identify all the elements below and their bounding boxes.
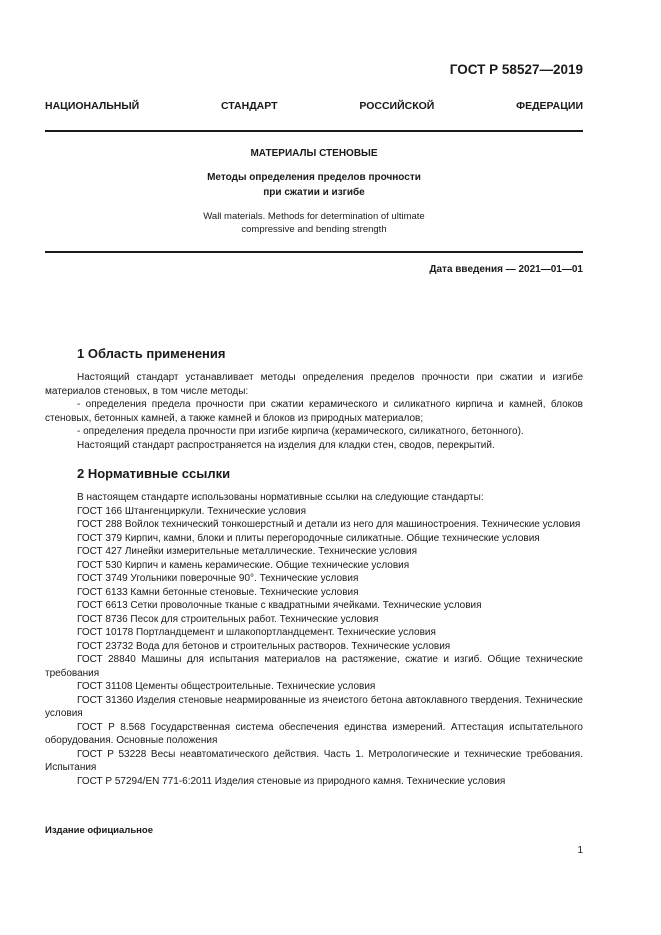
- section-2-body: [45, 491, 583, 788]
- document-title: МАТЕРИАЛЫ СТЕНОВЫЕ: [250, 148, 378, 159]
- reference-item: ГОСТ 10178 Портландцемент и шлакопортландцемент. Технические условия: [77, 627, 436, 638]
- banner-word: НАЦИОНАЛЬНЫЙ: [45, 100, 140, 112]
- banner-word: ФЕДЕРАЦИИ: [516, 100, 583, 112]
- reference-item: ГОСТ Р 8.568 Государственная система обеспечения единства измерений. Аттестация испытательного оборудования. Основные положения: [45, 721, 583, 746]
- reference-item: ГОСТ 6133 Камни бетонные стеновые. Технические условия: [77, 586, 359, 598]
- section-2-heading: 2 Нормативные ссылки: [77, 466, 231, 481]
- gost-number: ГОСТ Р 58527—2019: [449, 62, 583, 77]
- reference-item: ГОСТ Р 57294/EN 771-6:2011 Изделия стеновые из природного камня. Технические условия: [77, 775, 506, 787]
- reference-item: ГОСТ 31360 Изделия стеновые неармированные из ячеистого бетона автоклавного твердения. Технические условия: [45, 694, 583, 719]
- section-1-body: [45, 371, 583, 452]
- reference-item: ГОСТ 427 Линейки измерительные металлические. Технические условия: [77, 546, 417, 557]
- section-1-heading: 1 Область применения: [77, 346, 226, 361]
- official-edition-label: Издание официальное: [45, 825, 153, 836]
- subtitle-line: Методы определения пределов прочности: [207, 172, 421, 183]
- bottom-rule: [45, 251, 583, 253]
- paragraph: - определения предела прочности при сжатии керамического и силикатного кирпича и камней, блоков стеновых, бетонных камней, а также камней и блоков из природных материалов;: [45, 399, 583, 424]
- introduction-date: Дата введения — 2021—01—01: [429, 264, 583, 275]
- reference-item: ГОСТ 28840 Машины для испытания материалов на растяжение, сжатие и изгиб. Общие технические требования: [45, 654, 583, 679]
- subtitle-line: при сжатии и изгибе: [263, 187, 365, 198]
- reference-item: ГОСТ 530 Кирпич и камень керамические. Общие технические условия: [77, 559, 410, 571]
- reference-item: ГОСТ Р 53228 Весы неавтоматического действия. Часть 1. Метрологические и технические требования. Испытания: [45, 748, 583, 773]
- reference-item: ГОСТ 3749 Угольники поверочные 90°. Технические условия: [77, 573, 359, 584]
- paragraph: Настоящий стандарт устанавливает методы определения пределов прочности при сжатии и изгибе материалов стеновых, в том числе методы:: [45, 372, 583, 397]
- paragraph: В настоящем стандарте использованы нормативные ссылки на следующие стандарты:: [77, 492, 484, 503]
- reference-item: ГОСТ 6613 Сетки проволочные тканые с квадратными ячейками. Технические условия: [77, 600, 482, 611]
- page-number: 1: [577, 845, 583, 856]
- reference-item: ГОСТ 166 Штангенциркули. Технические условия: [77, 505, 306, 517]
- reference-item: ГОСТ 31108 Цементы общестроительные. Технические условия: [77, 681, 376, 692]
- top-rule: [45, 130, 583, 132]
- document-subtitle: [45, 170, 583, 200]
- reference-item: ГОСТ 288 Войлок технический тонкошерстный и детали из него для машиностроения. Технические условия: [77, 519, 581, 530]
- reference-item: ГОСТ 379 Кирпич, камни, блоки и плиты перегородочные силикатные. Общие технические условия: [77, 532, 540, 544]
- banner-word: РОССИЙСКОЙ: [359, 100, 435, 112]
- english-title-line: compressive and bending strength: [241, 224, 387, 235]
- english-title: [45, 210, 583, 236]
- reference-item: ГОСТ 23732 Вода для бетонов и строительных растворов. Технические условия: [77, 640, 451, 652]
- paragraph: - определения предела прочности при изгибе кирпича (керамического, силикатного, бетонного).: [77, 426, 524, 437]
- national-standard-banner: [45, 100, 583, 112]
- banner-word: СТАНДАРТ: [220, 100, 278, 112]
- paragraph: Настоящий стандарт распространяется на изделия для кладки стен, сводов, перекрытий.: [77, 439, 495, 451]
- english-title-line: Wall materials. Methods for determination of ultimate: [203, 211, 425, 222]
- reference-item: ГОСТ 8736 Песок для строительных работ. Технические условия: [77, 613, 379, 625]
